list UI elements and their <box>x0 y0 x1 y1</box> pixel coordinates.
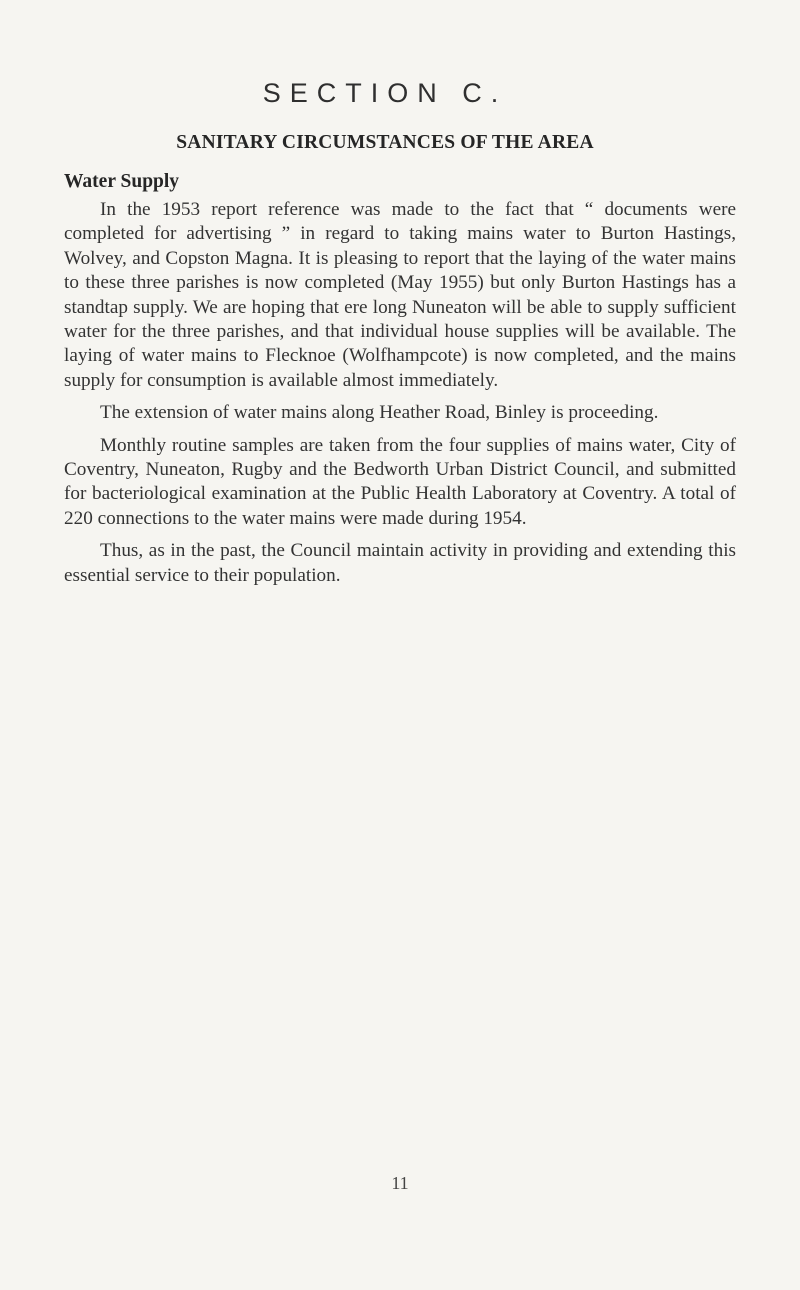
body-text <box>64 198 736 596</box>
subheading-water-supply: Water Supply <box>64 171 180 192</box>
section-heading: SECTION C. <box>262 78 508 108</box>
paragraph-1: In the 1953 report reference was made to the fact that “ documents were completed for advertising ” in regard to taking mains water to Burton Hastings, Wolvey, and Copston Magna. It is pleasing to report that the laying of the water mains to these three parishes is now completed (May 1955) but only Burton Hastings has a standtap supply. We are hoping that ere long Nuneaton will be able to supply sufficient water for the three parishes, and that individual house supplies will be available. The laying of water mains to Flecknoe (Wolfhampcote) is now completed, and the mains supply for consumption is available almost immediately. <box>64 199 736 391</box>
page-number: 11 <box>391 1173 409 1193</box>
paragraph-2: The extension of water mains along Heather Road, Binley is proceeding. <box>100 402 659 424</box>
page-title: SANITARY CIRCUMSTANCES OF THE AREA <box>176 132 594 153</box>
paragraph-3: Monthly routine samples are taken from the four supplies of mains water, City of Coventry, Nuneaton, Rugby and the Bedworth Urban District Council, and submitted for bacteriological examination at the Public Health Laboratory at Coventry. A total of 220 connections to the water mains were made during 1954. <box>64 434 736 529</box>
paragraph-4: Thus, as in the past, the Council maintain activity in providing and extending this essential service to their population. <box>64 540 736 586</box>
